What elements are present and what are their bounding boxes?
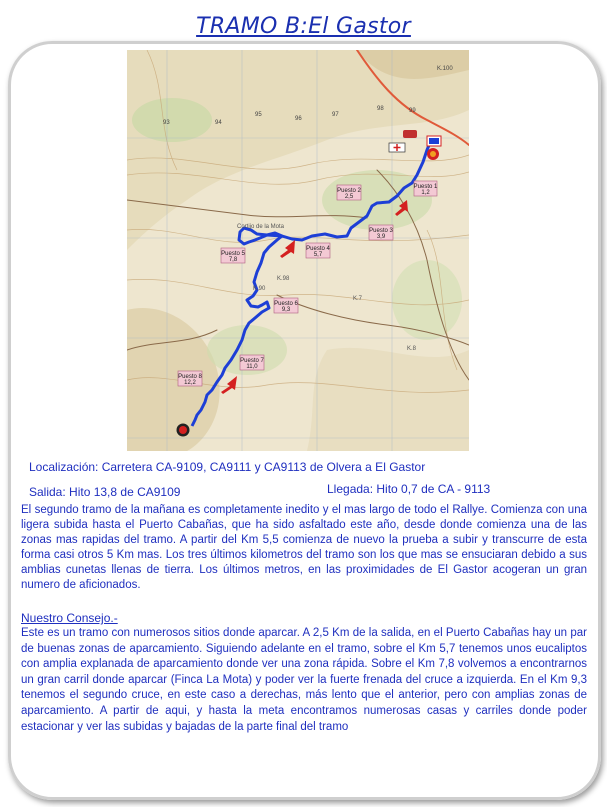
svg-text:94: 94 — [215, 120, 222, 126]
car-icon — [403, 130, 417, 138]
svg-text:Puesto 6: Puesto 6 — [274, 301, 298, 307]
svg-text:96: 96 — [295, 116, 302, 122]
svg-text:99: 99 — [409, 108, 416, 114]
svg-text:97: 97 — [332, 112, 339, 118]
svg-text:1,2: 1,2 — [421, 190, 430, 196]
checkpoint-6 — [274, 298, 299, 313]
svg-text:K.7: K.7 — [353, 296, 363, 302]
page-title: TRAMO B:El Gastor — [196, 14, 411, 39]
checkpoint-7 — [240, 355, 265, 370]
route-map — [127, 50, 469, 451]
svg-text:K.98: K.98 — [277, 276, 290, 282]
svg-text:Puesto 7: Puesto 7 — [240, 358, 264, 364]
svg-text:Cortijo de la Mota: Cortijo de la Mota — [237, 224, 285, 230]
localizacion-text: Localización: Carretera CA-9109, CA9111 y CA9113 de Olvera a El Gastor — [29, 460, 426, 474]
svg-text:11,0: 11,0 — [246, 364, 258, 370]
svg-text:98: 98 — [377, 106, 384, 112]
svg-text:Puesto 8: Puesto 8 — [178, 374, 202, 380]
ambulance-icon — [389, 143, 405, 152]
svg-text:Puesto 3: Puesto 3 — [369, 228, 393, 234]
llegada-text: Llegada: Hito 0,7 de CA - 9113 — [327, 482, 491, 496]
start-flag-icon — [427, 136, 441, 146]
svg-text:Puesto 5: Puesto 5 — [221, 251, 245, 257]
svg-text:93: 93 — [163, 120, 170, 126]
svg-text:Puesto 4: Puesto 4 — [306, 246, 330, 252]
checkpoint-1 — [414, 181, 438, 196]
checkpoint-4 — [306, 243, 331, 258]
checkpoint-2 — [337, 185, 362, 200]
svg-text:3,9: 3,9 — [376, 234, 386, 240]
svg-text:5,7: 5,7 — [313, 252, 323, 258]
svg-text:K.90: K.90 — [253, 286, 266, 292]
finish-icon — [177, 424, 190, 437]
map-svg — [127, 50, 469, 451]
advice-heading: Nuestro Consejo.- — [21, 611, 118, 625]
checkpoint-3 — [369, 225, 394, 240]
svg-text:2,5: 2,5 — [344, 194, 354, 200]
advice-text: Este es un tramo con numerosos sitios donde aparcar. A 2,5 Km de la salida, en el Puerto Cabañas hay un par de buenas zonas de aparcamiento. Siguiendo adelante en el tramo, sobre el Km 5,7 tenemos unos eucaliptos con amplia explanada de aparcamiento donde ver una zona rápida. Sobre el Km 7,8 volvemos a encontrarnos un gran carril donde aparcar (Finca La Mota) y poder ver la fuerte frenada del cruce a izquierda. En el Km 9,3 tenemos el segundo cruce, en este caso a derechas, más lento que el anterior, pero con amplias zonas de aparcamiento. A partir de aqui, y hasta la meta encontramos numerosas casas y carriles donde poder estacionar y ver las subidas y bajadas de la parte final del tramo — [21, 627, 587, 733]
checkpoint-5 — [221, 248, 246, 263]
svg-text:Puesto 2: Puesto 2 — [337, 188, 361, 194]
svg-text:95: 95 — [255, 112, 262, 118]
svg-text:12,2: 12,2 — [184, 380, 196, 386]
svg-text:7,8: 7,8 — [228, 257, 238, 263]
checkpoint-8 — [178, 371, 203, 386]
svg-text:K.8: K.8 — [407, 346, 417, 352]
danger-icon — [427, 148, 439, 160]
svg-text:Puesto 1: Puesto 1 — [413, 184, 438, 190]
salida-text: Salida: Hito 13,8 de CA9109 — [29, 485, 181, 499]
stage-description: El segundo tramo de la mañana es completamente inedito y el mas largo de todo el Rallye. Comienza con una ligera subida hasta el Puerto Cabañas, que ha sido asfaltado este año, desde donde comienza una de las zonas mas rapidas del tramo. A partir del Km 5,5 comienza de nuevo la prueba a subir y transcurre de esta forma casi otros 5 Km mas. Los tres últimos kilometros del tramo son los que mas se ensuciaran debido a sus amblias cunetas llenas de tierra. Los últimos metros, en las proximidades de El Gastor acogeran un gran numero de aficionados. — [21, 504, 587, 592]
svg-text:9,3: 9,3 — [281, 307, 291, 313]
svg-text:K.100: K.100 — [437, 66, 453, 72]
